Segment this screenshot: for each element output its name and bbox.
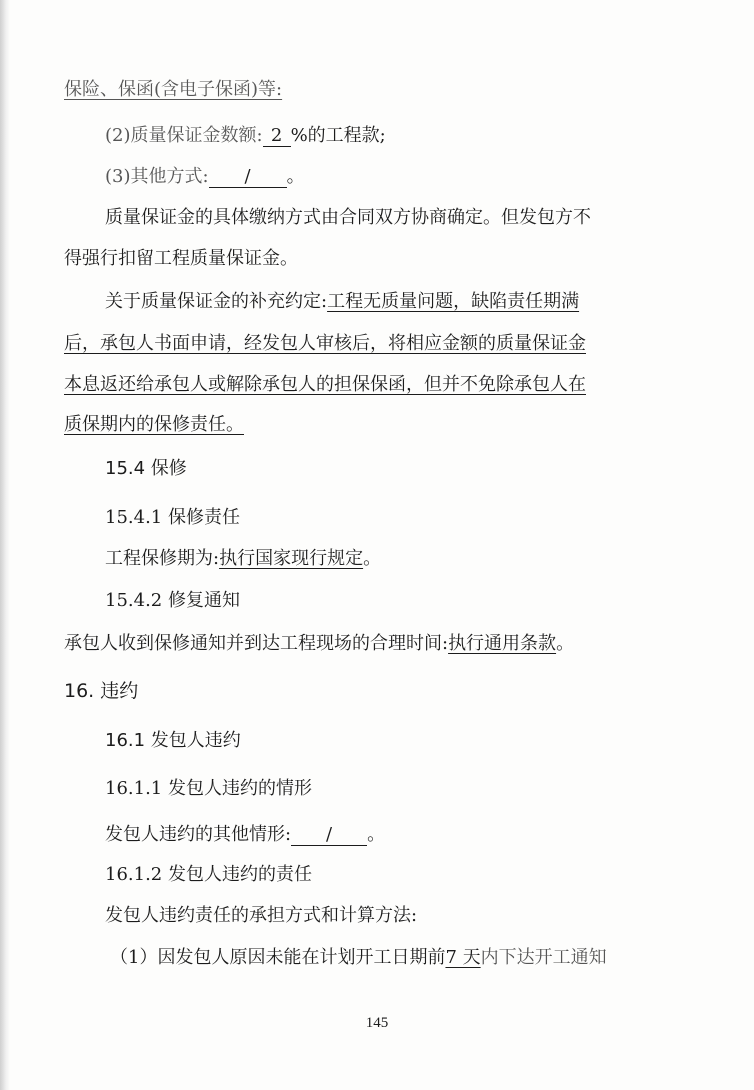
warranty-period-value: 执行国家现行规定 <box>219 548 364 569</box>
line-clause-1 <box>110 946 607 970</box>
section-15-4-heading: 15.4 保修 <box>105 458 187 479</box>
paragraph-liability-method: 发包人违约责任的承担方式和计算方法: <box>105 905 418 926</box>
warranty-period-suffix: 。 <box>363 548 382 569</box>
supplementary-text-1: 工程无质量问题，缺陷责任期满 <box>327 291 580 312</box>
section-15-4-2-heading: 15.4.2 修复通知 <box>105 590 240 611</box>
employer-other-breach-value: / <box>291 825 367 846</box>
scan-edge <box>0 0 10 1090</box>
employer-other-breach-suffix: 。 <box>367 824 386 845</box>
other-methods-label: (3)其他方式: <box>105 166 209 187</box>
line-retention-amount <box>105 124 386 148</box>
other-methods-suffix: 。 <box>286 166 305 187</box>
clause-1-text-b: 内下达开工通知 <box>480 947 607 968</box>
line-guarantee-types <box>64 78 282 102</box>
supplementary-label: 关于质量保证金的补充约定: <box>105 291 328 312</box>
page-number: 145 <box>365 1015 389 1031</box>
retention-amount-value: 2 <box>263 126 291 147</box>
section-16-heading: 16. 违约 <box>64 680 139 702</box>
other-methods-value: / <box>209 167 287 188</box>
section-16-1-2-heading: 16.1.2 发包人违约的责任 <box>105 864 312 885</box>
repair-notice-label: 承包人收到保修通知并到达工程现场的合理时间: <box>64 633 449 654</box>
section-16-1-1-heading: 16.1.1 发包人违约的情形 <box>105 778 312 799</box>
supplementary-text-2: 后，承包人书面申请，经发包人审核后，将相应金额的质量保证金 <box>64 333 586 354</box>
paragraph-payment-method-2: 得强行扣留工程质量保证金。 <box>64 248 298 269</box>
supplementary-text-4: 质保期内的保修责任。 <box>64 414 244 435</box>
guarantee-types-text: 保险、保函(含电子保函)等: <box>64 79 283 100</box>
employer-other-breach-label: 发包人违约的其他情形: <box>105 824 292 845</box>
retention-amount-label: (2)质量保证金数额: <box>105 125 263 146</box>
paragraph-payment-method-1: 质量保证金的具体缴纳方式由合同双方协商确定。但发包方不 <box>105 207 591 228</box>
retention-amount-suffix: %的工程款; <box>290 125 386 146</box>
line-employer-other-breach <box>105 823 385 847</box>
line-repair-notice-time <box>64 632 574 656</box>
supplementary-text-3: 本息返还给承包人或解除承包人的担保保函，但并不免除承包人在 <box>64 374 586 395</box>
line-other-methods <box>105 165 305 189</box>
clause-1-text-a: （1）因发包人原因未能在计划开工日期前 <box>110 947 446 968</box>
repair-notice-suffix: 。 <box>556 633 575 654</box>
warranty-period-label: 工程保修期为: <box>105 548 220 569</box>
line-supplementary-agreement <box>105 290 579 314</box>
section-16-1-heading: 16.1 发包人违约 <box>105 730 241 751</box>
repair-notice-value: 执行通用条款 <box>448 633 557 654</box>
line-warranty-period <box>105 547 381 571</box>
section-15-4-1-heading: 15.4.1 保修责任 <box>105 507 240 528</box>
clause-1-days: 7 天 <box>445 947 481 968</box>
